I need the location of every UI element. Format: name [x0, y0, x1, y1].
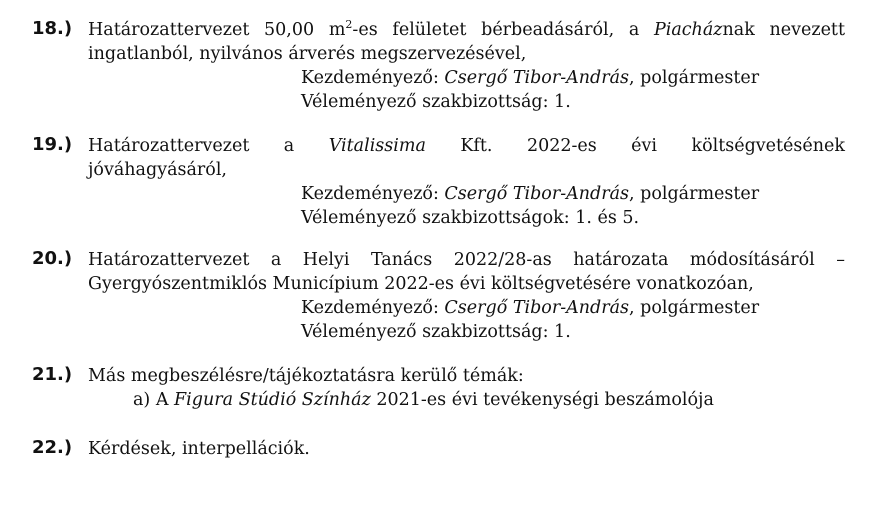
sub-item-a: a) A Figura Stúdió Színház 2021-es évi tevékenységi beszámolója: [133, 390, 714, 410]
item-text-line-2: jóváhagyásáról,: [88, 160, 227, 180]
item-number: 18.): [32, 18, 73, 39]
reviewer-line: Véleményező szakbizottság: 1.: [301, 322, 571, 342]
item-number: 19.): [32, 134, 73, 155]
initiator-line: Kezdeményező: Csergő Tibor-András, polgármester: [301, 184, 760, 204]
item-text-line-1: Más megbeszélésre/tájékoztatásra kerülő témák:: [88, 366, 524, 386]
item-number: 21.): [32, 364, 73, 385]
reviewer-line: Véleményező szakbizottságok: 1. és 5.: [301, 208, 640, 228]
reviewer-line: Véleményező szakbizottság: 1.: [301, 92, 571, 112]
item-number: 20.): [32, 248, 73, 269]
initiator-line: Kezdeményező: Csergő Tibor-András, polgármester: [301, 298, 760, 318]
item-text-line-2: ingatlanból, nyilvános árverés megszervezésével,: [88, 44, 527, 64]
item-text-line-1: Kérdések, interpellációk.: [88, 439, 310, 459]
initiator-line: Kezdeményező: Csergő Tibor-András, polgármester: [301, 68, 760, 88]
item-text-line-1: Határozattervezet a Vitalissima Kft. 2022-es évi költségvetésének: [88, 136, 845, 156]
item-text-line-2: Gyergyószentmiklós Municípium 2022-es évi költségvetésére vonatkozóan,: [88, 274, 754, 294]
item-text-line-1: Határozattervezet 50,00 $m^2-es$ felületet bérbeadásáról, a Piacháznak nevezett: [88, 18, 845, 40]
item-number: 22.): [32, 437, 73, 458]
item-text-line-1: Határozattervezet a Helyi Tanács 2022/28-as határozata módosításáról –: [88, 250, 845, 270]
